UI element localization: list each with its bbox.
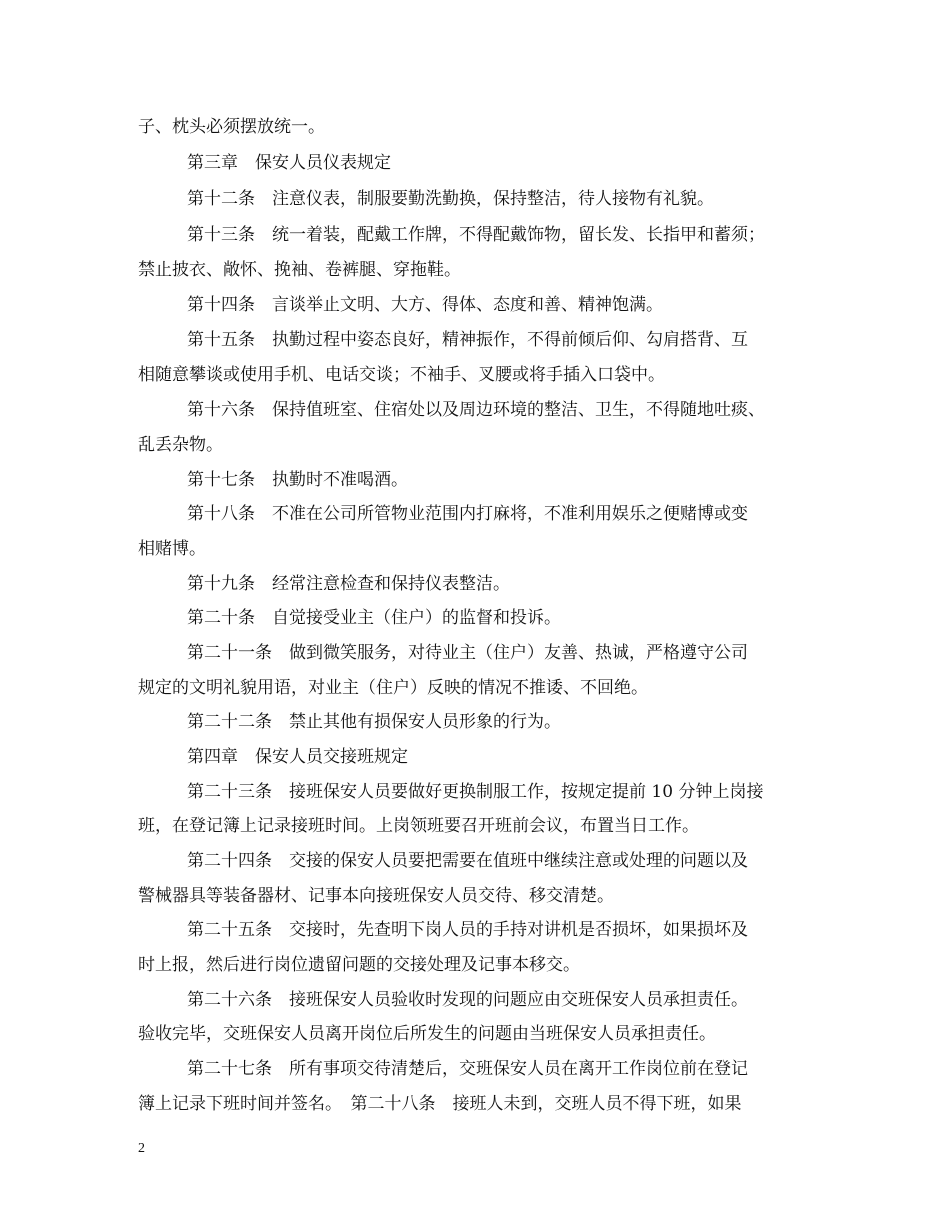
article-line: 第二十三条 接班保安人员要做好更换制服工作，按规定提前 10 分钟上岗接 (187, 782, 764, 802)
article-line: 第十四条 言谈举止文明、大方、得体、态度和善、精神饱满。 (187, 295, 663, 315)
article-line: 第二十条 自觉接受业主（住户）的监督和投诉。 (187, 608, 561, 628)
article-line: 第二十六条 接班保安人员验收时发现的问题应由交班保安人员承担责任。 (187, 990, 748, 1010)
text-line: 簿上记录下班时间并签名。 第二十八条 接班人未到，交班人员不得下班，如果 (138, 1094, 742, 1114)
chapter-heading: 第四章 保安人员交接班规定 (187, 747, 408, 767)
article-line: 第十六条 保持值班室、住宿处以及周边环境的整洁、卫生，不得随地吐痰、 (187, 400, 765, 420)
chapter-heading: 第三章 保安人员仪表规定 (187, 153, 391, 173)
text-line: 相赌博。 (138, 539, 206, 559)
article-line: 第十二条 注意仪表，制服要勤洗勤换，保持整洁，待人接物有礼貌。 (187, 189, 714, 209)
article-line: 第十五条 执勤过程中姿态良好，精神振作，不得前倾后仰、勾肩搭背、互 (187, 330, 748, 350)
article-line: 第十八条 不准在公司所管物业范围内打麻将，不准利用娱乐之便赌博或变 (187, 504, 748, 524)
text-line: 班，在登记簿上记录接班时间。上岗领班要召开班前会议，布置当日工作。 (138, 816, 699, 836)
text-line: 验收完毕，交班保安人员离开岗位后所发生的问题由当班保安人员承担责任。 (138, 1024, 716, 1044)
text-line: 规定的文明礼貌用语，对业主（住户）反映的情况不推诿、不回绝。 (138, 678, 648, 698)
text-line: 时上报，然后进行岗位遗留问题的交接处理及记事本移交。 (138, 955, 580, 975)
article-line: 第二十一条 做到微笑服务，对待业主（住户）友善、热诚，严格遵守公司 (187, 643, 748, 663)
text-line: 警械器具等装备器材、记事本向接班保安人员交待、移交清楚。 (138, 886, 614, 906)
article-line: 第十九条 经常注意检查和保持仪表整洁。 (187, 574, 510, 594)
article-line: 第十三条 统一着装，配戴工作牌，不得配戴饰物，留长发、长指甲和蓄须； (187, 225, 765, 245)
article-line: 第十七条 执勤时不准喝酒。 (187, 470, 408, 490)
article-line: 第二十五条 交接时，先查明下岗人员的手持对讲机是否损坏，如果损坏及 (187, 920, 748, 940)
article-line: 第二十四条 交接的保安人员要把需要在值班中继续注意或处理的问题以及 (187, 851, 748, 871)
text-line: 相随意攀谈或使用手机、电话交谈；不袖手、叉腰或将手插入口袋中。 (138, 365, 665, 385)
text-line: 禁止披衣、敞怀、挽袖、卷裤腿、穿拖鞋。 (138, 260, 461, 280)
article-line: 第二十七条 所有事项交待清楚后，交班保安人员在离开工作岗位前在登记 (187, 1059, 748, 1079)
page-number: 2 (138, 1141, 145, 1156)
article-line: 第二十二条 禁止其他有损保安人员形象的行为。 (187, 712, 561, 732)
text-line: 乱丢杂物。 (138, 435, 223, 455)
text-line: 子、枕头必须摆放统一。 (138, 117, 325, 137)
